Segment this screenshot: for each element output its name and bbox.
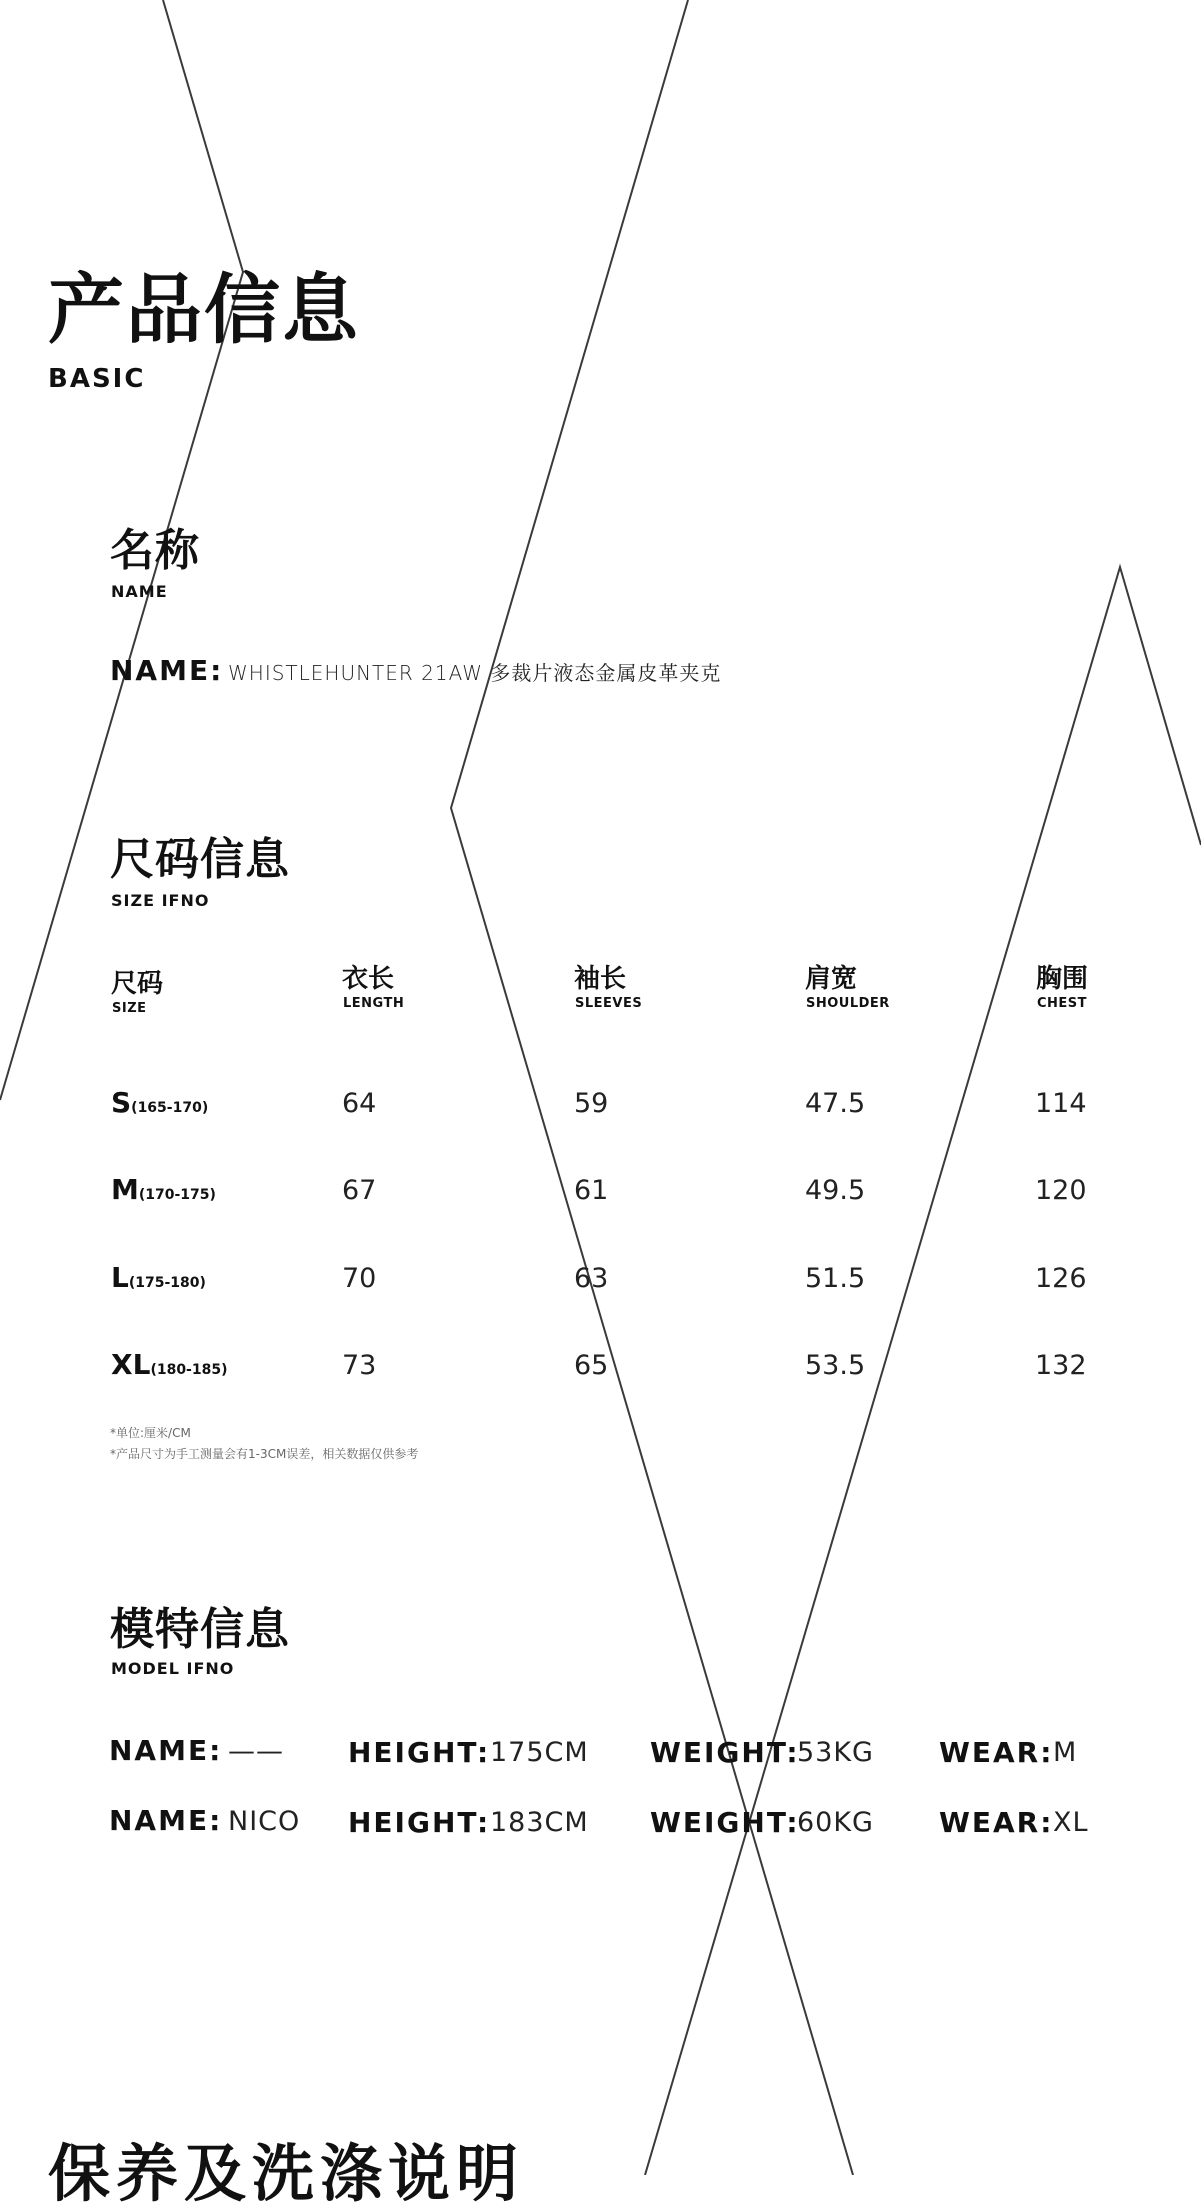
model-name-value: NICO	[228, 1806, 301, 1837]
model-wear-label: WEAR:	[939, 1736, 1054, 1769]
page-subtitle: BASIC	[48, 364, 146, 394]
model-name-value: ——	[228, 1736, 284, 1767]
table-cell-sleeves: 65	[574, 1350, 609, 1381]
table-cell-chest: 120	[1035, 1175, 1087, 1206]
size-range: (180-185)	[150, 1362, 228, 1378]
table-cell-shoulder: 51.5	[805, 1263, 866, 1294]
table-cell-shoulder: 53.5	[805, 1350, 866, 1381]
model-height-label: HEIGHT:	[348, 1806, 491, 1839]
col-head-length-en: LENGTH	[343, 996, 405, 1011]
col-head-size: 尺码	[111, 969, 164, 999]
table-cell-length: 70	[342, 1263, 377, 1294]
size-range: (170-175)	[138, 1187, 216, 1203]
table-cell-sleeves: 59	[574, 1088, 609, 1119]
product-name-value: WHISTLEHUNTER 21AW 多裁片液态金属皮革夹克	[228, 661, 722, 685]
model-height-value: 183CM	[490, 1807, 589, 1838]
model-weight-label: WEIGHT:	[650, 1736, 800, 1769]
model-name-label: NAME:	[109, 1804, 223, 1837]
table-cell-shoulder: 47.5	[805, 1088, 866, 1119]
table-cell-sleeves: 63	[574, 1263, 609, 1294]
table-cell-chest: 126	[1035, 1263, 1087, 1294]
col-head-length: 衣长	[342, 964, 395, 994]
model-weight-value: 53KG	[797, 1737, 874, 1768]
col-head-size-en: SIZE	[112, 1001, 147, 1016]
model-name-label: NAME:	[109, 1734, 223, 1767]
unit-note: *单位:厘米/CM	[110, 1426, 191, 1440]
table-cell-length: 64	[342, 1088, 377, 1119]
size-label: S	[111, 1086, 132, 1119]
col-head-chest: 胸围	[1036, 964, 1089, 994]
col-head-sleeves-en: SLEEVES	[575, 996, 643, 1011]
table-cell-shoulder: 49.5	[805, 1175, 866, 1206]
name-section-title: 名称	[110, 525, 200, 576]
size-label: XL	[111, 1348, 151, 1381]
model-section-subtitle: MODEL IFNO	[111, 1659, 235, 1678]
table-row-size	[111, 1261, 206, 1294]
col-head-shoulder-en: SHOULDER	[806, 996, 890, 1011]
size-label: M	[111, 1173, 139, 1206]
model-height-value: 175CM	[490, 1737, 589, 1768]
size-range: (165-170)	[131, 1100, 209, 1116]
page-title: 产品信息	[48, 265, 360, 354]
model-wear-value: M	[1053, 1737, 1078, 1768]
table-cell-sleeves: 61	[574, 1175, 609, 1206]
table-row-size	[111, 1086, 209, 1119]
col-head-chest-en: CHEST	[1037, 996, 1088, 1011]
model-weight-label: WEIGHT:	[650, 1806, 800, 1839]
product-name-label: NAME:	[110, 654, 224, 687]
model-weight-value: 60KG	[797, 1807, 874, 1838]
model-wear-label: WEAR:	[939, 1806, 1054, 1839]
name-section-subtitle: NAME	[111, 582, 168, 601]
size-section-title: 尺码信息	[110, 834, 290, 885]
size-range: (175-180)	[128, 1275, 206, 1291]
measurement-note: *产品尺寸为手工测量会有1-3CM误差，相关数据仅供参考	[110, 1447, 419, 1461]
col-head-sleeves: 袖长	[574, 964, 627, 994]
table-cell-length: 73	[342, 1350, 377, 1381]
table-row-size	[111, 1348, 228, 1381]
model-section-title: 模特信息	[110, 1604, 290, 1655]
size-section-subtitle: SIZE IFNO	[111, 891, 210, 910]
table-cell-chest: 114	[1035, 1088, 1087, 1119]
table-row-size	[111, 1173, 216, 1206]
care-section-title: 保养及洗涤说明	[48, 2137, 525, 2210]
table-cell-chest: 132	[1035, 1350, 1087, 1381]
col-head-shoulder: 肩宽	[805, 964, 858, 994]
size-label: L	[111, 1261, 129, 1294]
model-wear-value: XL	[1053, 1807, 1089, 1838]
model-height-label: HEIGHT:	[348, 1736, 491, 1769]
table-cell-length: 67	[342, 1175, 377, 1206]
